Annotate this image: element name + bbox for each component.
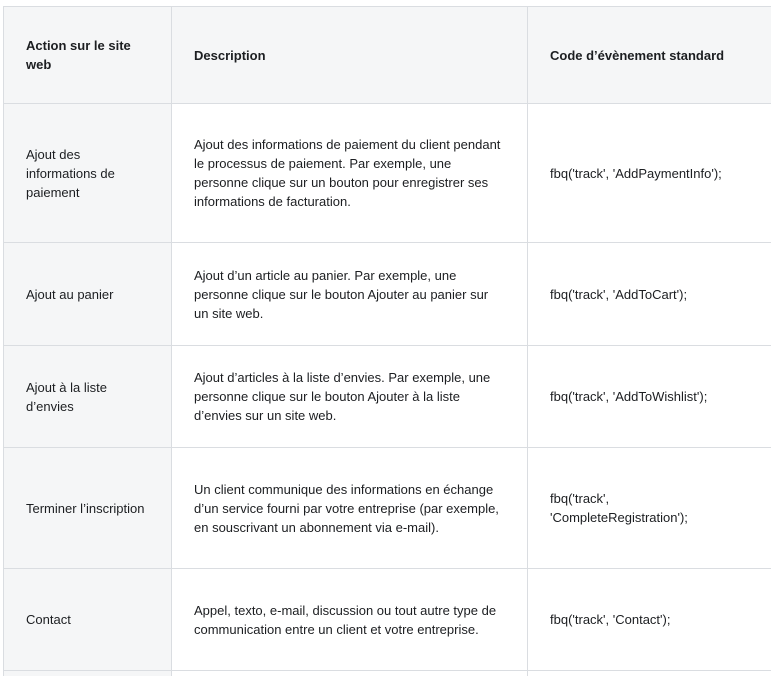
row-description: Ajout des informations de paiement du client pendant le processus de paiement. Par exemple, une personne clique sur un bouton pour enregistrer ses informations de facturation. bbox=[172, 104, 528, 243]
events-table-container bbox=[3, 6, 771, 676]
header-code: Code d’évènement standard bbox=[528, 7, 772, 104]
row-description: Appel, texto, e-mail, discussion ou tout autre type de communication entre un client et votre entreprise. bbox=[172, 569, 528, 671]
row-action: Terminer l’inscription bbox=[4, 448, 172, 569]
row-description bbox=[172, 671, 528, 676]
row-event-code: fbq('track', 'AddToWishlist'); bbox=[528, 346, 772, 448]
table-row bbox=[4, 346, 772, 448]
row-action: Contact bbox=[4, 569, 172, 671]
row-event-code bbox=[528, 671, 772, 676]
row-action: Ajout des informations de paiement bbox=[4, 104, 172, 243]
table-row bbox=[4, 569, 772, 671]
table-row bbox=[4, 104, 772, 243]
standard-events-table bbox=[3, 6, 771, 676]
table-row bbox=[4, 671, 772, 676]
table-row bbox=[4, 448, 772, 569]
row-action: Ajout à la liste d’envies bbox=[4, 346, 172, 448]
table-row bbox=[4, 243, 772, 346]
row-description: Ajout d’un article au panier. Par exemple, une personne clique sur le bouton Ajouter au panier sur un site web. bbox=[172, 243, 528, 346]
row-description: Un client communique des informations en échange d’un service fourni par votre entreprise (par exemple, en souscrivant un abonnement via e-mail). bbox=[172, 448, 528, 569]
row-action bbox=[4, 671, 172, 676]
row-event-code: fbq('track', 'AddToCart'); bbox=[528, 243, 772, 346]
row-action: Ajout au panier bbox=[4, 243, 172, 346]
row-event-code: fbq('track', 'CompleteRegistration'); bbox=[528, 448, 772, 569]
row-event-code: fbq('track', 'Contact'); bbox=[528, 569, 772, 671]
row-description: Ajout d’articles à la liste d’envies. Par exemple, une personne clique sur le bouton Ajouter à la liste d’envies sur un site web. bbox=[172, 346, 528, 448]
header-action: Action sur le site web bbox=[4, 7, 172, 104]
row-event-code: fbq('track', 'AddPaymentInfo'); bbox=[528, 104, 772, 243]
header-description: Description bbox=[172, 7, 528, 104]
table-header-row bbox=[4, 7, 772, 104]
